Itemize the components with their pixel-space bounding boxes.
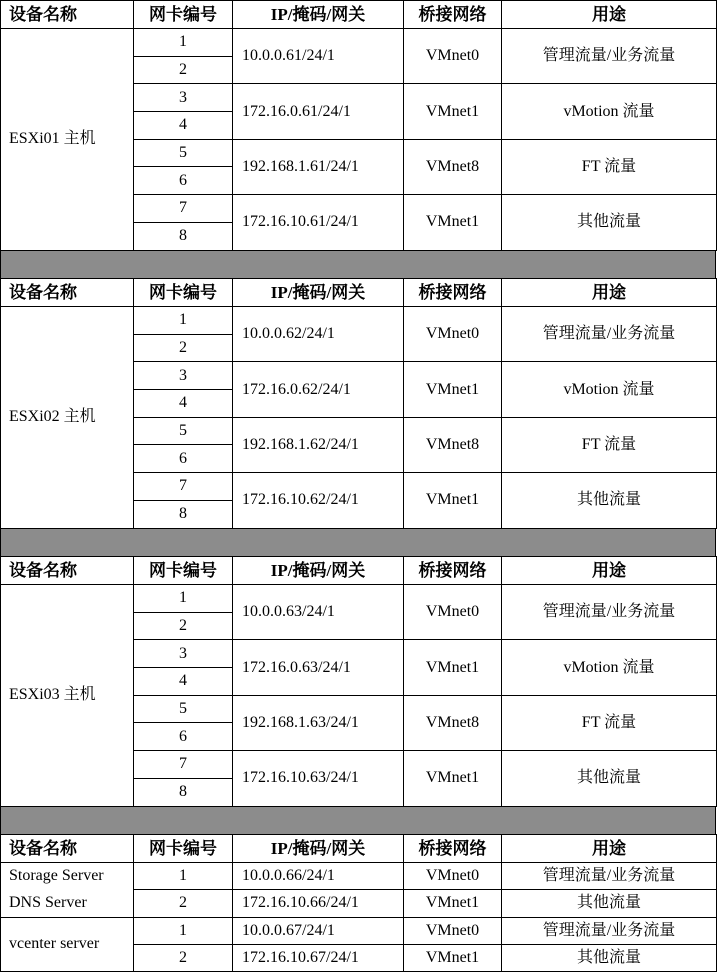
usage-cell: 管理流量/业务流量 xyxy=(502,29,717,84)
nic-number: 1 xyxy=(134,29,233,57)
usage-cell: 其他流量 xyxy=(502,944,717,971)
usage-cell: FT 流量 xyxy=(502,139,717,194)
nic-number: 5 xyxy=(134,139,233,167)
bridge-cell: VMnet1 xyxy=(404,640,502,695)
ip-cell: 172.16.10.61/24/1 xyxy=(233,195,404,250)
header-row xyxy=(1,557,717,585)
usage-cell: vMotion 流量 xyxy=(502,84,717,139)
table-row xyxy=(1,863,717,890)
nic-number: 7 xyxy=(134,473,233,501)
ip-cell: 172.16.10.62/24/1 xyxy=(233,473,404,528)
nic-number: 8 xyxy=(134,778,233,806)
nic-number: 6 xyxy=(134,723,233,751)
col-header-device: 设备名称 xyxy=(1,279,134,307)
bridge-cell: VMnet8 xyxy=(404,695,502,750)
bridge-cell: VMnet0 xyxy=(404,29,502,84)
usage-cell: 其他流量 xyxy=(502,890,717,917)
device-name: ESXi01 主机 xyxy=(1,29,134,251)
nic-number: 4 xyxy=(134,390,233,418)
bridge-cell: VMnet1 xyxy=(404,84,502,139)
col-header-bridge: 桥接网络 xyxy=(404,279,502,307)
ip-cell: 172.16.10.67/24/1 xyxy=(233,944,404,971)
usage-cell: 其他流量 xyxy=(502,751,717,806)
device-name: ESXi02 主机 xyxy=(1,307,134,529)
col-header-usage: 用途 xyxy=(502,557,717,585)
nic-number: 8 xyxy=(134,500,233,528)
nic-number: 3 xyxy=(134,362,233,390)
device-name: Storage Server xyxy=(1,863,134,890)
nic-number: 5 xyxy=(134,695,233,723)
usage-cell: 管理流量/业务流量 xyxy=(502,917,717,944)
col-header-nic: 网卡编号 xyxy=(134,1,233,29)
usage-cell: 管理流量/业务流量 xyxy=(502,863,717,890)
header-row xyxy=(1,279,717,307)
bridge-cell: VMnet1 xyxy=(404,195,502,250)
ip-cell: 10.0.0.67/24/1 xyxy=(233,917,404,944)
usage-cell: vMotion 流量 xyxy=(502,362,717,417)
col-header-usage: 用途 xyxy=(502,279,717,307)
ip-cell: 10.0.0.62/24/1 xyxy=(233,307,404,362)
col-header-bridge: 桥接网络 xyxy=(404,835,502,863)
bridge-cell: VMnet8 xyxy=(404,417,502,472)
col-header-ip: IP/掩码/网关 xyxy=(233,557,404,585)
nic-number: 3 xyxy=(134,84,233,112)
usage-cell: 其他流量 xyxy=(502,195,717,250)
col-header-bridge: 桥接网络 xyxy=(404,557,502,585)
usage-cell: 其他流量 xyxy=(502,473,717,528)
bridge-cell: VMnet1 xyxy=(404,890,502,917)
esxi02-table xyxy=(0,278,717,529)
section-divider xyxy=(0,251,716,278)
device-name: DNS Server xyxy=(1,890,134,917)
col-header-ip: IP/掩码/网关 xyxy=(233,1,404,29)
ip-cell: 10.0.0.61/24/1 xyxy=(233,29,404,84)
col-header-usage: 用途 xyxy=(502,1,717,29)
nic-number: 7 xyxy=(134,195,233,223)
nic-number: 2 xyxy=(134,612,233,640)
ip-cell: 192.168.1.62/24/1 xyxy=(233,417,404,472)
usage-cell: 管理流量/业务流量 xyxy=(502,307,717,362)
ip-cell: 172.16.10.66/24/1 xyxy=(233,890,404,917)
nic-number: 1 xyxy=(134,307,233,335)
col-header-ip: IP/掩码/网关 xyxy=(233,279,404,307)
nic-number: 4 xyxy=(134,112,233,140)
usage-cell: FT 流量 xyxy=(502,695,717,750)
nic-number: 2 xyxy=(134,334,233,362)
col-header-nic: 网卡编号 xyxy=(134,557,233,585)
nic-number: 2 xyxy=(134,944,233,971)
table-row xyxy=(1,917,717,944)
header-row xyxy=(1,835,717,863)
ip-cell: 10.0.0.66/24/1 xyxy=(233,863,404,890)
servers-table xyxy=(0,834,717,972)
col-header-bridge: 桥接网络 xyxy=(404,1,502,29)
ip-cell: 192.168.1.61/24/1 xyxy=(233,139,404,194)
nic-number: 7 xyxy=(134,751,233,779)
nic-number: 1 xyxy=(134,863,233,890)
esxi01-table xyxy=(0,0,717,251)
ip-cell: 172.16.0.63/24/1 xyxy=(233,640,404,695)
table-row xyxy=(1,890,717,917)
table-row xyxy=(1,307,717,335)
nic-number: 1 xyxy=(134,585,233,613)
bridge-cell: VMnet0 xyxy=(404,917,502,944)
nic-number: 4 xyxy=(134,668,233,696)
col-header-nic: 网卡编号 xyxy=(134,835,233,863)
nic-number: 1 xyxy=(134,917,233,944)
esxi03-table xyxy=(0,556,717,807)
nic-number: 2 xyxy=(134,56,233,84)
device-name: vcenter server xyxy=(1,917,134,972)
header-row xyxy=(1,1,717,29)
nic-number: 6 xyxy=(134,445,233,473)
bridge-cell: VMnet0 xyxy=(404,585,502,640)
usage-cell: FT 流量 xyxy=(502,417,717,472)
nic-number: 6 xyxy=(134,167,233,195)
ip-cell: 192.168.1.63/24/1 xyxy=(233,695,404,750)
col-header-ip: IP/掩码/网关 xyxy=(233,835,404,863)
col-header-usage: 用途 xyxy=(502,835,717,863)
usage-cell: vMotion 流量 xyxy=(502,640,717,695)
nic-number: 3 xyxy=(134,640,233,668)
bridge-cell: VMnet1 xyxy=(404,473,502,528)
nic-number: 8 xyxy=(134,222,233,250)
ip-cell: 172.16.10.63/24/1 xyxy=(233,751,404,806)
section-divider xyxy=(0,529,716,556)
col-header-nic: 网卡编号 xyxy=(134,279,233,307)
device-name: ESXi03 主机 xyxy=(1,585,134,807)
section-divider xyxy=(0,807,716,834)
ip-cell: 10.0.0.63/24/1 xyxy=(233,585,404,640)
usage-cell: 管理流量/业务流量 xyxy=(502,585,717,640)
ip-cell: 172.16.0.62/24/1 xyxy=(233,362,404,417)
col-header-device: 设备名称 xyxy=(1,835,134,863)
bridge-cell: VMnet0 xyxy=(404,307,502,362)
table-row xyxy=(1,29,717,57)
col-header-device: 设备名称 xyxy=(1,557,134,585)
col-header-device: 设备名称 xyxy=(1,1,134,29)
bridge-cell: VMnet8 xyxy=(404,139,502,194)
nic-number: 5 xyxy=(134,417,233,445)
ip-cell: 172.16.0.61/24/1 xyxy=(233,84,404,139)
nic-number: 2 xyxy=(134,890,233,917)
bridge-cell: VMnet1 xyxy=(404,944,502,971)
bridge-cell: VMnet1 xyxy=(404,362,502,417)
bridge-cell: VMnet1 xyxy=(404,751,502,806)
bridge-cell: VMnet0 xyxy=(404,863,502,890)
table-row xyxy=(1,585,717,613)
